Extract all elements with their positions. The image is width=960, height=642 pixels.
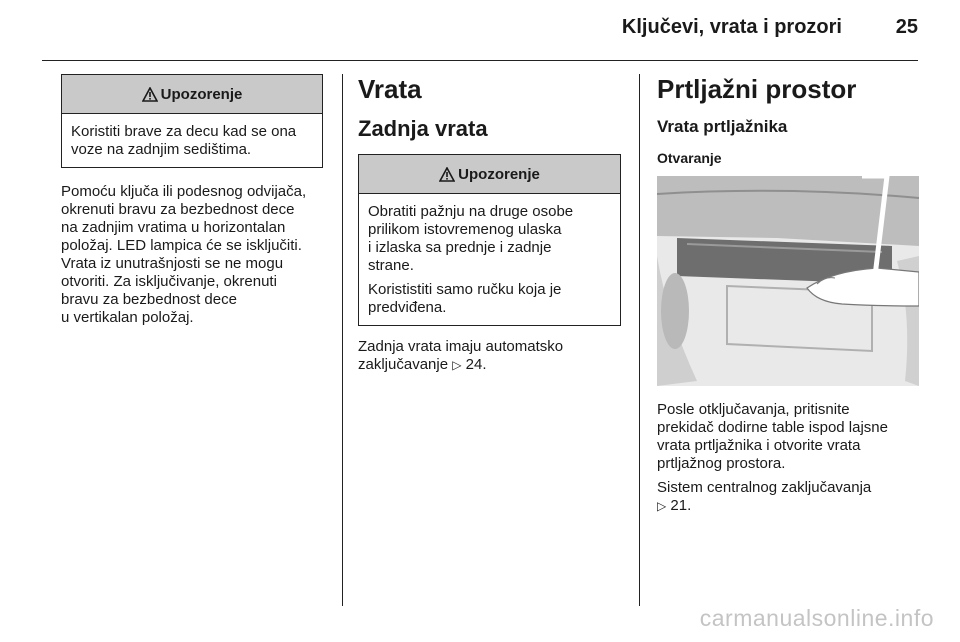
- column-3: [657, 74, 919, 515]
- subsection-heading: Zadnja vrata: [358, 116, 488, 141]
- column-1: [61, 74, 323, 327]
- warning-box: [358, 154, 621, 326]
- auto-lock-paragraph: [358, 338, 621, 374]
- page-reference-link[interactable]: 21.: [670, 497, 692, 514]
- warning-title: Upozorenje: [160, 85, 243, 103]
- warning-line: strane.: [368, 257, 414, 274]
- paragraph-line: Zadnja vrata imaju automatsko: [358, 338, 564, 355]
- paragraph-line: [657, 497, 919, 515]
- warning-title: Upozorenje: [458, 165, 540, 183]
- paragraph-line: Pomoću ključa ili podesnog odvijača,: [61, 183, 307, 200]
- child-lock-paragraph: [61, 183, 323, 327]
- warning-header: [359, 155, 620, 194]
- warning-body: [359, 194, 620, 325]
- paragraph-line: Posle otključavanja, pritisnite: [657, 401, 850, 418]
- warning-line: predviđena.: [368, 299, 447, 316]
- warning-body: [62, 114, 322, 167]
- column-divider-1: [342, 74, 343, 606]
- tailgate-paragraph: [657, 401, 919, 473]
- section-heading: Prtljažni prostor: [657, 74, 857, 104]
- warning-paragraph: [368, 281, 611, 317]
- paragraph-line: Sistem centralnog zaključavanja: [657, 479, 872, 496]
- warning-line: prilikom istovremenog ulaska: [368, 221, 562, 238]
- page-reference-link[interactable]: 24.: [465, 356, 487, 373]
- page-number: 25: [895, 16, 918, 38]
- paragraph-line: otvoriti. Za isključivanje, okrenuti: [61, 273, 277, 290]
- paragraph-line: Vrata iz unutrašnjosti se ne mogu: [61, 255, 284, 272]
- paragraph-line: prekidač dodirne table ispod lajsne: [657, 419, 888, 436]
- running-header-title: Ključevi, vrata i prozori: [621, 16, 842, 38]
- warning-header: [62, 75, 322, 114]
- reference-arrow-icon: ▷: [452, 358, 462, 372]
- warning-triangle-icon: [142, 87, 158, 102]
- warning-line: i izlaska sa prednje i zadnje: [368, 239, 552, 256]
- paragraph-line: bravu za bezbednost dece: [61, 291, 237, 308]
- warning-line: Korististiti samo ručku koja je: [368, 281, 562, 298]
- watermark: carmanualsonline.info: [699, 605, 934, 631]
- warning-paragraph: [368, 203, 611, 275]
- warning-line: Obratiti pažnju na druge osobe: [368, 203, 574, 220]
- column-2: [358, 74, 621, 374]
- subsection-heading: Vrata prtljažnika: [657, 117, 788, 136]
- paragraph-line: prtljažnog prostora.: [657, 455, 786, 472]
- paragraph-line: okrenuti bravu za bezbednost dece: [61, 201, 295, 218]
- warning-text: Koristiti brave za decu kad se ona voze na zadnjim sedištima.: [71, 123, 297, 158]
- central-locking-paragraph: [657, 479, 919, 515]
- paragraph-line: u vertikalan položaj.: [61, 309, 194, 326]
- paragraph-line: na zadnjim vratima u horizontalan: [61, 219, 286, 236]
- warning-box: [61, 74, 323, 168]
- reference-arrow-icon: ▷: [657, 499, 667, 513]
- paragraph-line: položaj. LED lampica će se isključiti.: [61, 237, 302, 254]
- paragraph-line: [358, 356, 621, 374]
- subsubsection-heading: Otvaranje: [657, 150, 722, 166]
- warning-triangle-icon: [439, 167, 455, 182]
- paragraph-line: vrata prtljažnika i otvorite vrata: [657, 437, 861, 454]
- paragraph-text: zaključavanje: [358, 356, 449, 373]
- column-divider-2: [639, 74, 640, 606]
- tailgate-opening-photo: [657, 176, 919, 386]
- header-rule: [42, 60, 918, 61]
- section-heading: Vrata: [358, 74, 422, 104]
